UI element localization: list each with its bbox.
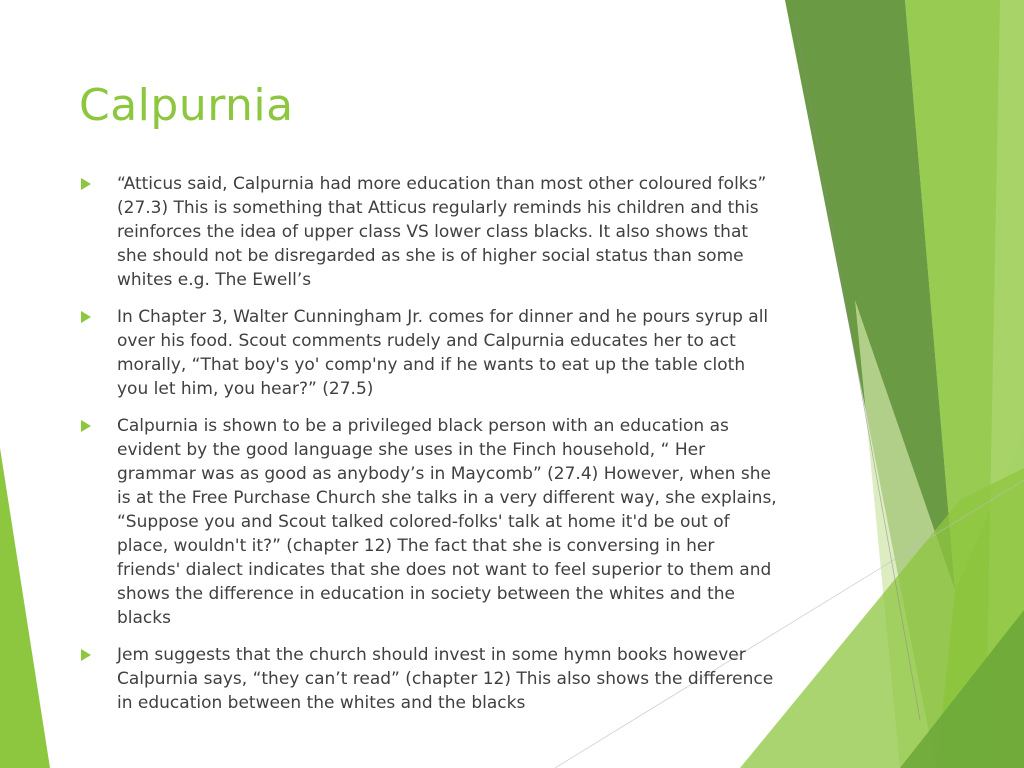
triangle-right-icon [81, 311, 91, 323]
bullet-text: Calpurnia is shown to be a privileged black person with an education as evident by the good language she uses in the Finch household, “ Her grammar was as good as anybody’s in Maycomb” (27.4) However, when she is at the Free Purchase Church she talks in a very different way, she explains, “Suppose you and Scout talked colored-folks' talk at home it'd be out of place, wouldn't it?” (chapter 12) The fact that she is conversing in her friends' dialect indicates that she does not want to feel superior to them and shows the difference in education in society between the whites and the blacks [117, 416, 777, 628]
triangle-right-icon [81, 649, 91, 661]
bullet-text: In Chapter 3, Walter Cunningham Jr. comes for dinner and he pours syrup all over his food. Scout comments rudely and Calpurnia educates her to act morally, “That boy's yo' comp'ny and if he wants to eat up the table cloth you let him, you hear?” (27.5) [117, 307, 769, 399]
bullet-text: “Atticus said, Calpurnia had more education than most other coloured folks” (27.3) This is something that Atticus regularly reminds his children and this reinforces the idea of upper class VS lower class blacks. It also shows that she should not be disregarded as she is of higher social status than some whites e.g. The Ewell’s [117, 174, 767, 290]
list-item [79, 643, 779, 715]
slide-title: Calpurnia [79, 80, 294, 131]
bullet-list [79, 172, 779, 728]
list-item [79, 305, 779, 401]
list-item [79, 172, 779, 292]
triangle-right-icon [81, 178, 91, 190]
bullet-text: Jem suggests that the church should invest in some hymn books however Calpurnia says, “they can’t read” (chapter 12) This also shows the difference in education between the whites and the blacks [117, 645, 774, 713]
triangle-right-icon [81, 420, 91, 432]
list-item [79, 414, 779, 630]
